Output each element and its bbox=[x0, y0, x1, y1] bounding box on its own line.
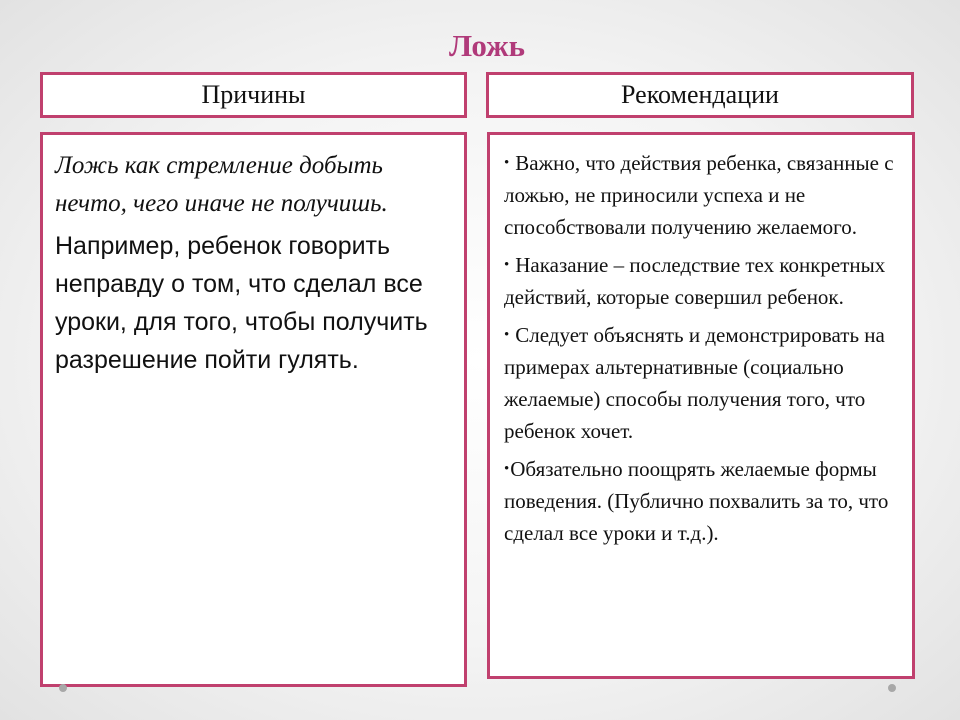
causes-header bbox=[40, 72, 467, 118]
recommendations-header bbox=[486, 72, 914, 118]
recommendation-item bbox=[504, 453, 898, 549]
bullet-icon: • bbox=[504, 327, 510, 343]
recommendation-text: Важно, что действия ребенка, связанные с ложью, не приносили успеха и не способствовали получению желаемого. bbox=[504, 151, 894, 239]
recommendations-panel bbox=[487, 132, 915, 679]
recommendation-item bbox=[504, 319, 898, 447]
recommendation-item bbox=[504, 249, 898, 313]
causes-panel bbox=[40, 132, 467, 687]
recommendation-text: Обязательно поощрять желаемые формы поведения. (Публично похвалить за то, что сделал все уроки и т.д.). bbox=[504, 457, 889, 545]
bullet-icon: • bbox=[504, 155, 510, 171]
recommendations-header-label: Рекомендации bbox=[621, 80, 779, 109]
bullet-icon: • bbox=[504, 257, 510, 273]
recommendation-text: Наказание – последствие тех конкретных действий, которые совершил ребенок. bbox=[504, 253, 886, 309]
recommendations-list bbox=[504, 147, 898, 549]
recommendation-text: Следует объяснять и демонстрировать на примерах альтернативные (социально желаемые) способы получения того, что ребенок хочет. bbox=[504, 323, 885, 443]
bullet-icon: • bbox=[504, 461, 510, 477]
slide-title: Ложь bbox=[449, 28, 525, 63]
cause-description: Ложь как стремление добыть нечто, чего иначе не получишь. bbox=[55, 152, 388, 217]
causes-header-label: Причины bbox=[201, 80, 306, 109]
decorative-dot bbox=[59, 684, 67, 692]
recommendation-item bbox=[504, 147, 898, 243]
decorative-dot bbox=[888, 684, 896, 692]
cause-example: Например, ребенок говорить неправду о том, что сделал все уроки, для того, чтобы получить разрешение пойти гулять. bbox=[55, 232, 437, 374]
